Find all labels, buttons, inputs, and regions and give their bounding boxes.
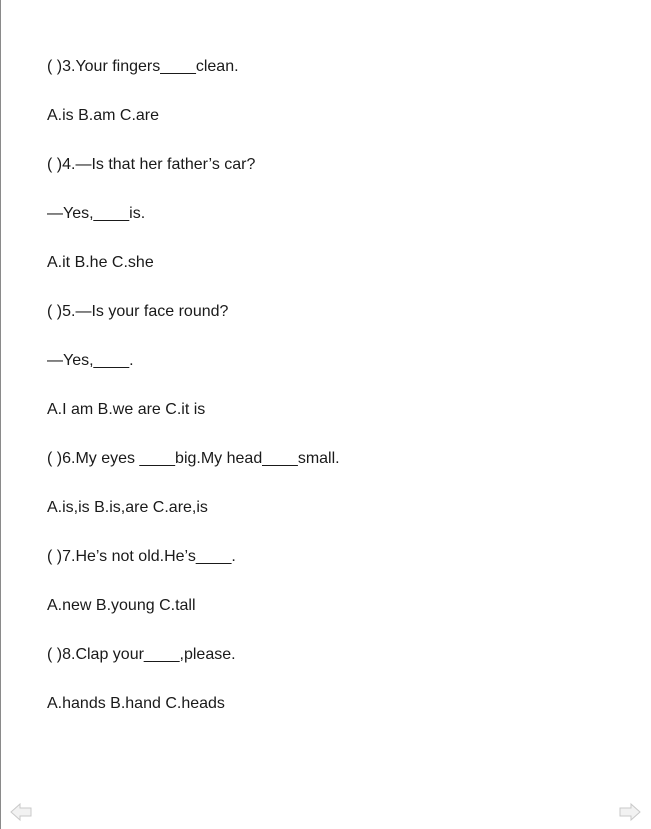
next-page-button[interactable]	[619, 802, 641, 822]
question-4: ( )4.—Is that her father’s car?	[47, 156, 256, 173]
question-5-answer-line: —Yes,____.	[47, 352, 134, 369]
question-3-options: A.is B.am C.are	[47, 107, 160, 124]
question-5-options: A.I am B.we are C.it is	[47, 401, 206, 418]
question-7-options: A.new B.young C.tall	[47, 597, 196, 614]
previous-page-button[interactable]	[10, 802, 32, 822]
question-3: ( )3.Your fingers____clean.	[47, 58, 239, 75]
question-6: ( )6.My eyes ____big.My head____small.	[47, 450, 340, 467]
question-4-answer-line: —Yes,____is.	[47, 205, 146, 222]
question-6-options: A.is,is B.is,are C.are,is	[47, 499, 208, 516]
question-5: ( )5.—Is your face round?	[47, 303, 229, 320]
question-8-options: A.hands B.hand C.heads	[47, 695, 225, 712]
question-4-options: A.it B.he C.she	[47, 254, 154, 271]
document-body	[47, 57, 627, 743]
arrow-right-icon	[619, 802, 641, 822]
question-7: ( )7.He’s not old.He’s____.	[47, 548, 236, 565]
arrow-left-icon	[10, 802, 32, 822]
page-left-border	[0, 0, 1, 829]
question-8: ( )8.Clap your____,please.	[47, 646, 236, 663]
